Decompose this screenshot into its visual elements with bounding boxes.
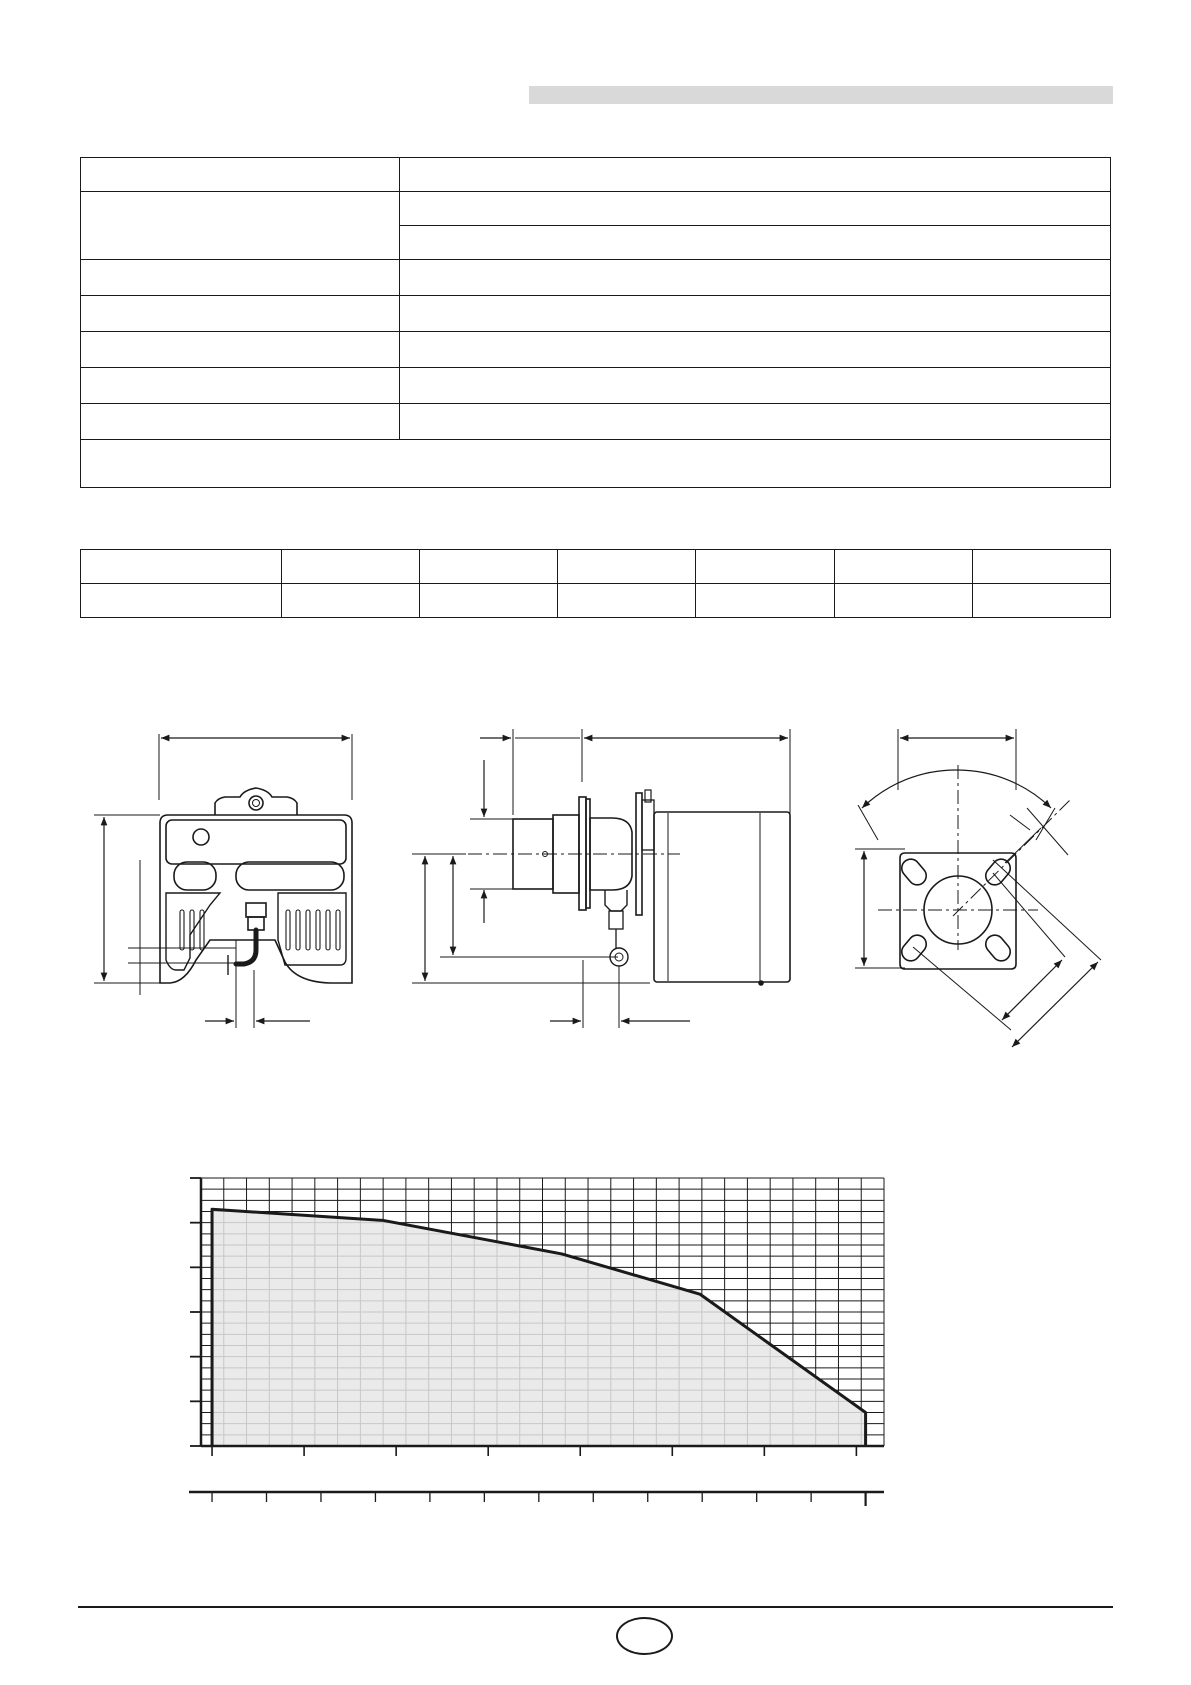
boiler-plate-drawing (855, 729, 1101, 1047)
burner-side-view-drawing (412, 729, 790, 1028)
burner-front-view-drawing (94, 734, 352, 1028)
page-number-badge (616, 1617, 673, 1655)
firing-rate-chart (189, 1178, 884, 1506)
footer-rule (78, 1606, 1113, 1608)
